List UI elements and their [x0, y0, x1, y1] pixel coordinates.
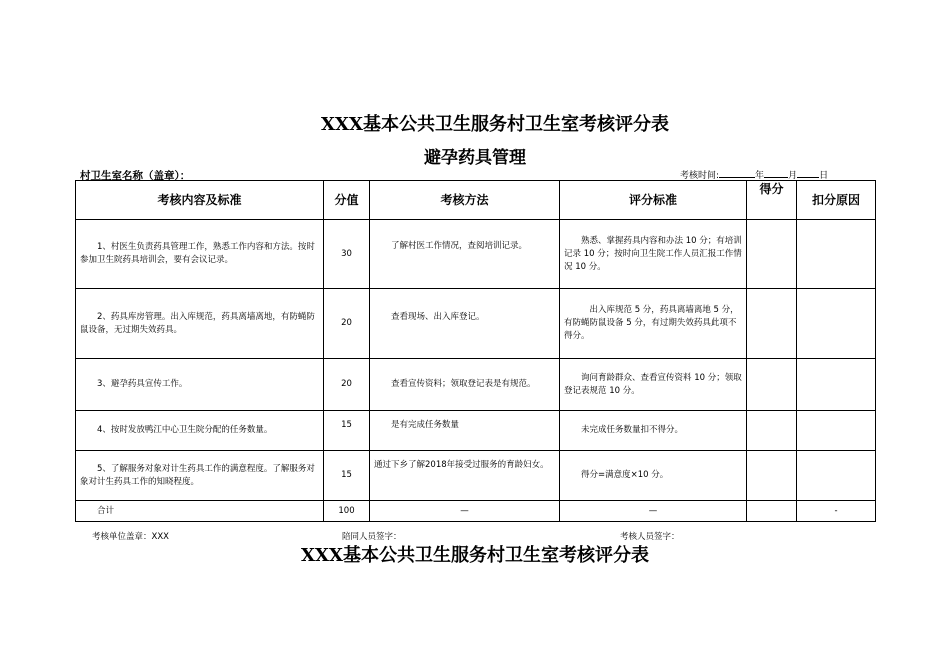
cell-content: 3、避孕药具宣传工作。	[76, 359, 324, 411]
unit-name-label: 村卫生室名称（盖章）：	[80, 170, 191, 182]
cell-content: 5、了解服务对象对计生药具工作的满意程度。了解服务对象对计生药具工作的知晓程度。	[76, 451, 324, 501]
cell-got[interactable]	[747, 411, 797, 451]
cell-got[interactable]	[747, 359, 797, 411]
score-table	[75, 180, 876, 522]
next-page-title: XXX基本公共卫生服务村卫生室考核评分表	[301, 545, 649, 566]
cell-reason[interactable]	[797, 289, 876, 359]
document-subtitle: 避孕药具管理	[424, 148, 526, 168]
cell-content: 2、药具库房管理。出入库规范，药具离墙离地，有防蝇防鼠设备，无过期失效药具。	[76, 289, 324, 359]
footer-escort-signature: 陪同人员签字：	[342, 532, 402, 542]
header-standard: 评分标准	[560, 181, 747, 220]
header-content: 考核内容及标准	[76, 181, 324, 220]
cell-total-label: 合计	[76, 501, 324, 522]
cell-total-reason: -	[797, 501, 876, 522]
cell-reason[interactable]	[797, 359, 876, 411]
day-label: 日	[819, 171, 829, 181]
time-label: 考核时间:	[680, 171, 720, 181]
footer-unit-stamp: 考核单位盖章：XXX	[92, 532, 169, 542]
document-title: XXX基本公共卫生服务村卫生室考核评分表	[321, 114, 669, 135]
cell-method: 查看现场、出入库登记。	[370, 289, 560, 359]
table-row	[76, 289, 876, 359]
cell-score: 30	[324, 220, 370, 289]
cell-standard: 得分=满意度×10 分。	[560, 451, 747, 501]
year-label: 年	[755, 171, 765, 181]
cell-got[interactable]	[747, 451, 797, 501]
header-got: 得分	[747, 181, 797, 220]
cell-standard: 询问育龄群众、查看宣传资料 10 分；领取登记表规范 10 分。	[560, 359, 747, 411]
cell-score: 20	[324, 359, 370, 411]
cell-total-standard: —	[560, 501, 747, 522]
cell-standard: 未完成任务数量扣不得分。	[560, 411, 747, 451]
header-reason: 扣分原因	[797, 181, 876, 220]
footer-examiner-signature: 考核人员签字：	[620, 532, 680, 542]
cell-total-score: 100	[324, 501, 370, 522]
cell-standard: 出入库规范 5 分，药具离墙离地 5 分，有防蝇防鼠设备 5 分，有过期失效药具此项不得分。	[560, 289, 747, 359]
year-blank[interactable]	[719, 168, 755, 178]
cell-score: 15	[324, 451, 370, 501]
cell-reason[interactable]	[797, 220, 876, 289]
cell-method: 查看宣传资料；领取登记表是有规范。	[370, 359, 560, 411]
cell-content: 1、村医生负责药具管理工作，熟悉工作内容和方法。按时参加卫生院药具培训会，要有会议记录。	[76, 220, 324, 289]
cell-content: 4、按时发放鸭江中心卫生院分配的任务数量。	[76, 411, 324, 451]
table-row	[76, 451, 876, 501]
table-row	[76, 411, 876, 451]
table-total-row	[76, 501, 876, 522]
month-label: 月	[788, 171, 798, 181]
table-header-row	[76, 181, 876, 220]
cell-method: 了解村医工作情况，查阅培训记录。	[370, 220, 560, 289]
cell-got[interactable]	[747, 289, 797, 359]
cell-score: 20	[324, 289, 370, 359]
cell-method: 是有完成任务数量	[370, 411, 560, 451]
header-method: 考核方法	[370, 181, 560, 220]
day-blank[interactable]	[797, 168, 819, 178]
cell-total-method: —	[370, 501, 560, 522]
cell-method: 通过下乡了解2018年接受过服务的育龄妇女。	[370, 451, 560, 501]
table-row	[76, 359, 876, 411]
cell-reason[interactable]	[797, 411, 876, 451]
cell-standard: 熟悉、掌握药具内容和办法 10 分；有培训记录 10 分；按时向卫生院工作人员汇报工作情况 10 分。	[560, 220, 747, 289]
cell-score: 15	[324, 411, 370, 451]
header-score: 分值	[324, 181, 370, 220]
cell-got[interactable]	[747, 220, 797, 289]
cell-total-got[interactable]	[747, 501, 797, 522]
month-blank[interactable]	[764, 168, 788, 178]
table-row	[76, 220, 876, 289]
cell-reason[interactable]	[797, 451, 876, 501]
